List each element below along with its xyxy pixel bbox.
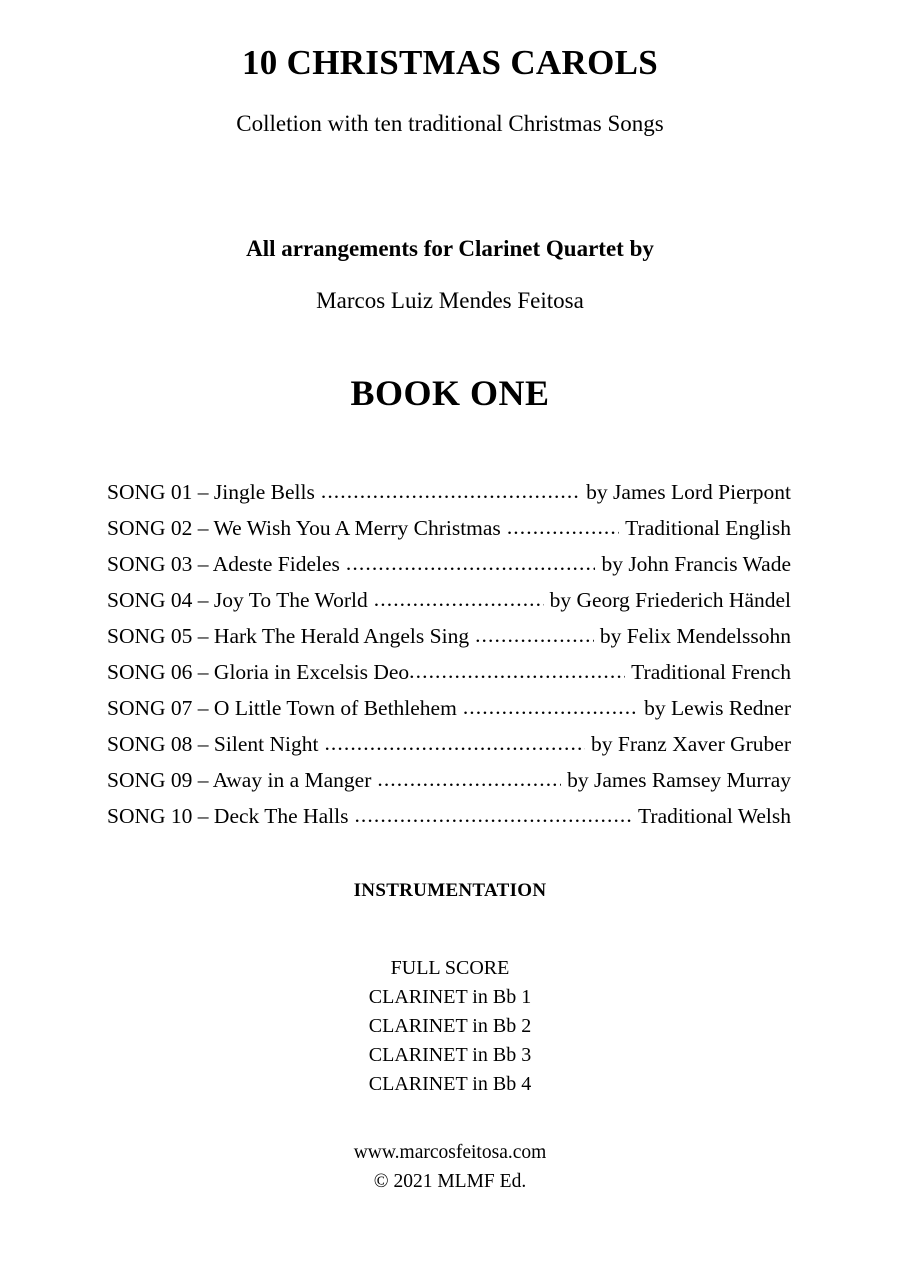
- arranger-credit-line: All arrangements for Clarinet Quartet by: [246, 236, 654, 261]
- song-list-item: [107, 798, 791, 834]
- footer-website: www.marcosfeitosa.com: [353, 1142, 547, 1163]
- song-title: SONG 05 – Hark The Herald Angels Sing: [107, 624, 470, 648]
- arranger-name: Marcos Luiz Mendes Feitosa: [316, 288, 584, 313]
- dot-leader: [463, 690, 638, 725]
- song-author: by John Francis Wade: [601, 552, 791, 576]
- song-title: SONG 07 – O Little Town of Bethlehem: [107, 696, 457, 720]
- song-title: SONG 09 – Away in a Manger: [107, 768, 372, 792]
- song-title: SONG 04 – Joy To The World: [107, 588, 368, 612]
- song-contents-list: [107, 474, 791, 834]
- dot-leader: [475, 618, 594, 653]
- instrumentation-item: FULL SCORE: [390, 957, 510, 979]
- song-list-item: [107, 762, 791, 798]
- song-title: SONG 02 – We Wish You A Merry Christmas: [107, 516, 501, 540]
- dot-leader: [377, 762, 561, 797]
- song-list-item: [107, 582, 791, 618]
- page-footer: [0, 1138, 900, 1196]
- song-author: by James Ramsey Murray: [567, 768, 791, 792]
- song-list-item: [107, 474, 791, 510]
- footer-copyright: © 2021 MLMF Ed.: [373, 1171, 527, 1192]
- dot-leader: [354, 798, 632, 833]
- dot-leader: [374, 582, 544, 617]
- song-author: by James Lord Pierpont: [586, 480, 791, 504]
- song-title: SONG 08 – Silent Night: [107, 732, 319, 756]
- instrumentation-item: CLARINET in Bb 3: [368, 1044, 532, 1066]
- instrumentation-item: CLARINET in Bb 1: [368, 986, 532, 1008]
- song-title: SONG 03 – Adeste Fideles: [107, 552, 340, 576]
- song-author: by Franz Xaver Gruber: [591, 732, 791, 756]
- instrumentation-item: CLARINET in Bb 4: [368, 1073, 532, 1095]
- book-heading: BOOK ONE: [350, 373, 550, 413]
- dot-leader: [409, 654, 625, 689]
- song-list-item: [107, 654, 791, 690]
- song-author: by Georg Friederich Händel: [549, 588, 791, 612]
- song-author: Traditional English: [625, 516, 791, 540]
- dot-leader: [324, 726, 585, 761]
- dot-leader: [346, 546, 596, 581]
- song-author: by Felix Mendelssohn: [599, 624, 791, 648]
- song-list-item: [107, 546, 791, 582]
- song-title: SONG 01 – Jingle Bells: [107, 480, 315, 504]
- song-title: SONG 10 – Deck The Halls: [107, 804, 349, 828]
- song-author: Traditional French: [631, 660, 791, 684]
- instrumentation-list: [0, 954, 900, 1099]
- instrumentation-heading: INSTRUMENTATION: [353, 880, 547, 901]
- song-author: Traditional Welsh: [638, 804, 791, 828]
- song-list-item: [107, 690, 791, 726]
- song-list-item: [107, 726, 791, 762]
- page-title: 10 CHRISTMAS CAROLS: [241, 43, 659, 82]
- song-list-item: [107, 618, 791, 654]
- dot-leader: [507, 510, 619, 545]
- song-author: by Lewis Redner: [644, 696, 791, 720]
- song-list-item: [107, 510, 791, 546]
- page-subtitle: Colletion with ten traditional Christmas Songs: [236, 111, 664, 136]
- song-title: SONG 06 – Gloria in Excelsis Deo: [107, 660, 410, 684]
- dot-leader: [321, 474, 580, 509]
- instrumentation-item: CLARINET in Bb 2: [368, 1015, 532, 1037]
